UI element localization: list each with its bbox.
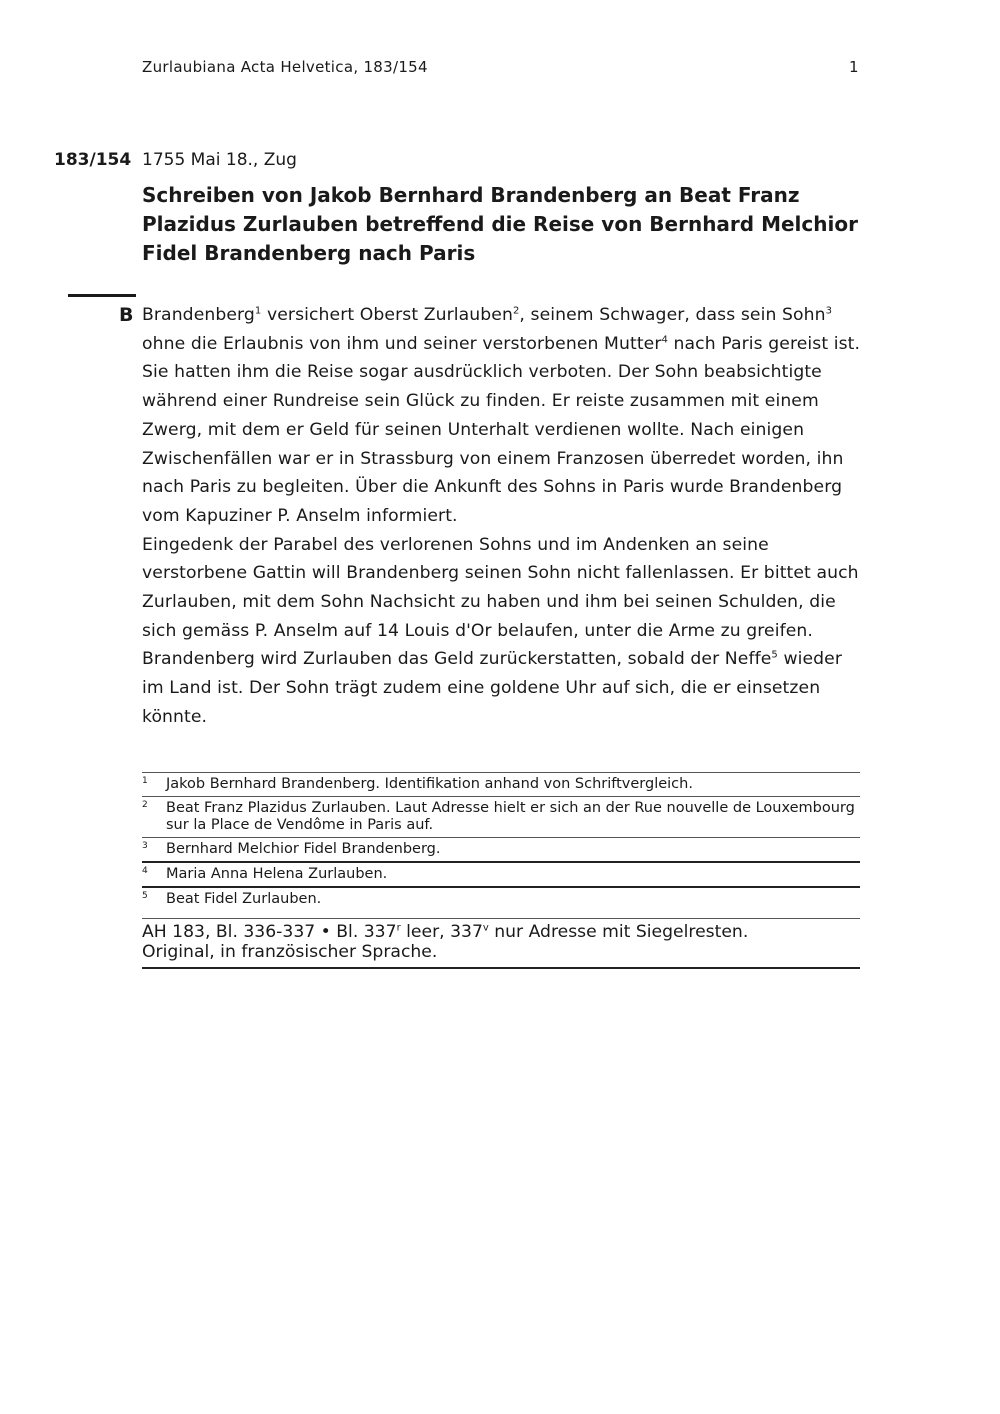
footnote-ref[interactable]: 1 — [254, 305, 262, 317]
source-text: nur Adresse mit Siegelresten. — [488, 922, 749, 942]
document-title: Schreiben von Jakob Bernhard Brandenberg an Beat Franz Plazidus Zurlauben betreffend die Reise von Bernhard Melchior Fidel Brandenberg nach Paris — [142, 183, 858, 265]
footnote-number: 4 — [142, 866, 148, 876]
source-superscript: r — [396, 922, 401, 934]
footnote-ref[interactable]: 3 — [825, 305, 833, 317]
footnote — [142, 838, 860, 863]
footnote — [142, 863, 860, 888]
source-text: AH 183, Bl. 336-337 • Bl. 337 — [142, 922, 397, 942]
document-number: 183/154 — [54, 150, 132, 170]
footnote-text: Beat Fidel Zurlauben. — [166, 891, 322, 907]
footnote-text: Beat Franz Plazidus Zurlauben. Laut Adresse hielt er sich an der Rue nouvelle de Louxembourg sur la Place de Vendôme in Paris auf. — [166, 800, 855, 833]
summary-text: Brandenberg — [142, 305, 255, 325]
source-line-1 — [142, 922, 860, 942]
footnote-ref[interactable]: 5 — [771, 649, 778, 661]
margin-rule — [68, 294, 136, 297]
summary-text: , seinem Schwager, dass sein Sohn — [519, 305, 826, 325]
footnote-number: 5 — [142, 891, 148, 901]
running-head: Zurlaubiana Acta Helvetica, 183/154 — [142, 58, 428, 76]
source-note — [142, 918, 860, 969]
document-date-place: 1755 Mai 18., Zug — [142, 150, 297, 170]
footnote-text: Bernhard Melchior Fidel Brandenberg. — [166, 841, 441, 857]
footnotes — [142, 772, 860, 911]
summary-text: Eingedenk der Parabel des verlorenen Sohns und im Andenken an seine verstorbene Gattin will Brandenberg seinen Sohn nicht fallenlassen. Er bittet auch Zurlauben, mit dem Sohn Nachsicht zu haben und ihm bei seinen Schulden, die sich gemäss P. Anselm auf 14 Louis d'Or belaufen, unter die Arme zu greifen. Brandenberg wird Zurlauben das Geld zurückerstatten, sobald der Neffe — [142, 534, 859, 670]
footnote-ref[interactable]: 4 — [661, 333, 668, 345]
summary-text: ohne die Erlaubnis von ihm und seiner verstorbenen Mutter — [142, 333, 662, 354]
source-superscript: v — [482, 922, 489, 934]
summary-text: wieder im Land ist. Der Sohn trägt zudem eine goldene Uhr auf sich, die er einsetzen könnte. — [142, 649, 843, 727]
page-number: 1 — [849, 58, 859, 76]
source-line-2: Original, in französischer Sprache. — [142, 942, 438, 962]
footnote-text: Jakob Bernhard Brandenberg. Identifikation anhand von Schriftvergleich. — [166, 776, 693, 792]
footnote-ref[interactable]: 2 — [512, 305, 520, 317]
margin-letter: B — [119, 304, 134, 326]
summary-text: nach Paris gereist ist. Sie hatten ihm die Reise sogar ausdrücklich verboten. Der Sohn beabsichtigte während einer Rundreise sein Glück zu finden. Er reiste zusammen mit einem Zwerg, mit dem er Geld für seinen Unterhalt verdienen wollte. Nach einigen Zwischenfällen war er in Strassburg von einem Franzosen überredet worden, ihn nach Paris zu begleiten. Über die Ankunft des Sohns in Paris wurde Brandenberg vom Kapuziner P. Anselm informiert. — [142, 333, 861, 526]
source-text: leer, 337 — [400, 922, 483, 942]
footnote-number: 3 — [142, 841, 148, 851]
footnote-number: 1 — [142, 776, 148, 786]
summary-paragraph-2 — [142, 531, 862, 732]
summary-paragraph-1 — [142, 301, 862, 531]
footnote — [142, 888, 860, 911]
footnote — [142, 797, 860, 838]
footnote-text: Maria Anna Helena Zurlauben. — [166, 866, 388, 882]
footnote-number: 2 — [142, 800, 148, 810]
footnote — [142, 773, 860, 797]
summary-text: versichert Oberst Zurlauben — [261, 305, 513, 325]
summary — [142, 301, 862, 732]
